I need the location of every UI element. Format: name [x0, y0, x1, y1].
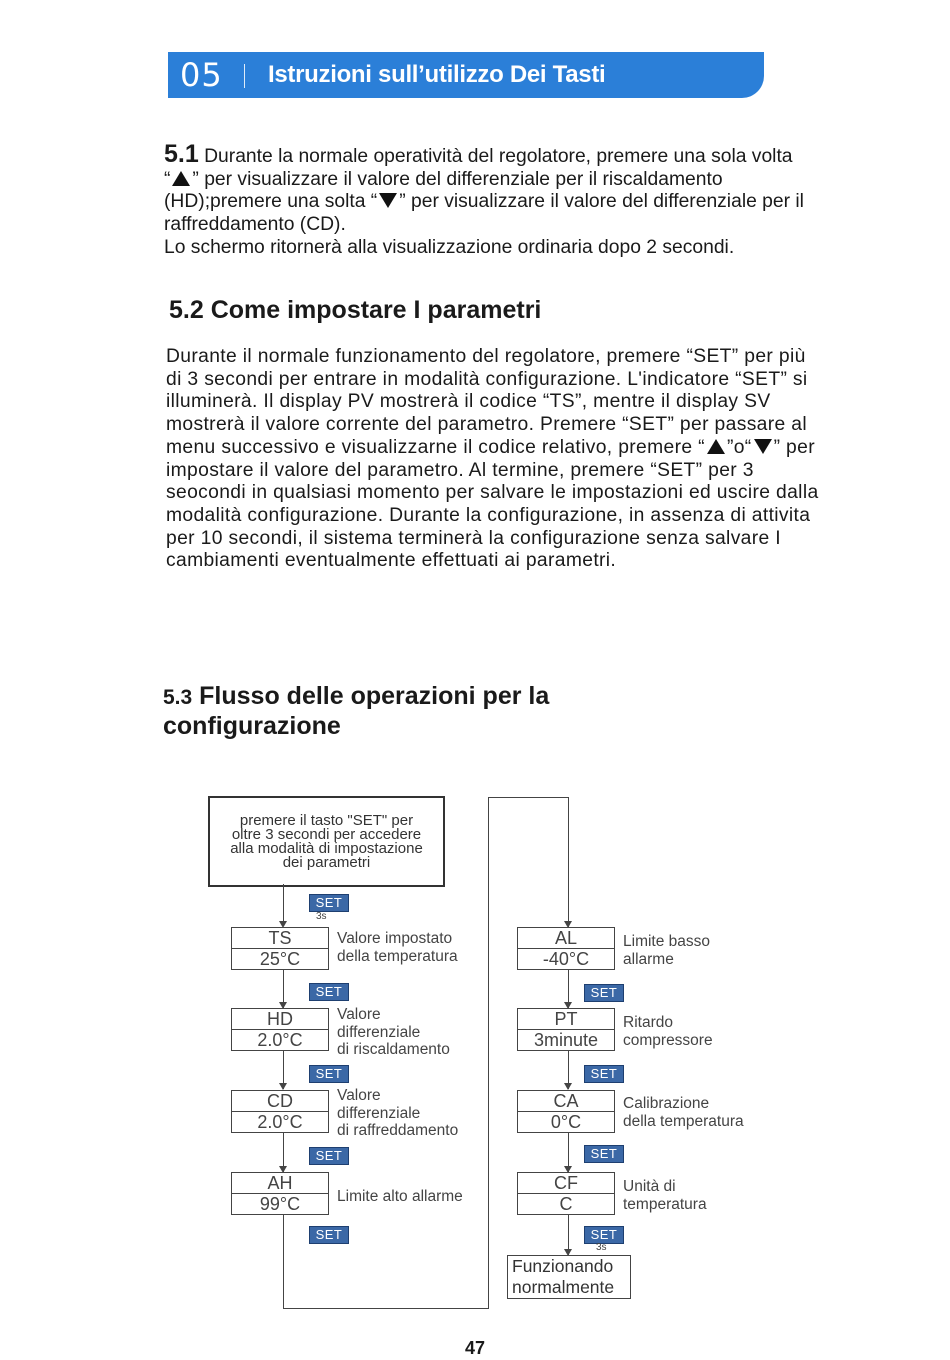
set-key-icon: SET	[309, 983, 349, 1001]
param-value: 25°C	[259, 949, 301, 969]
section-header-banner	[168, 52, 764, 98]
down-arrow-icon	[754, 439, 772, 454]
param-desc-al: Limite basso allarme	[623, 933, 711, 968]
param-value: 2.0°C	[257, 1030, 303, 1050]
set-key-icon: SET	[309, 1065, 349, 1083]
paragraph-5-2-text-b: ”o“	[726, 436, 752, 458]
section-number: 05	[180, 56, 223, 94]
param-desc-ah: Limite alto allarme	[337, 1188, 463, 1205]
param-box-pt	[517, 1008, 615, 1051]
hold-duration-label: 3s	[596, 1242, 607, 1253]
set-key-icon: SET	[584, 1145, 624, 1163]
param-code: PT	[518, 1009, 614, 1030]
down-arrow-icon	[379, 193, 397, 208]
param-desc-ts: Valore impostato della temperatura	[337, 930, 458, 965]
param-desc-hd: Valore differenziale di riscaldamento	[337, 1006, 450, 1058]
param-code: TS	[232, 928, 328, 949]
param-desc-ca: Calibrazione della temperatura	[623, 1095, 744, 1130]
param-desc-cf: Unità di temperatura	[623, 1178, 707, 1213]
page-number: 47	[464, 1338, 486, 1358]
param-box-ah	[231, 1172, 329, 1215]
paragraph-5-2-text-c: ” per impostare il valore del parametro. Al termine, premere “SET” per 3 seocondi in qualsiasi momento per salvare le impostazioni ed uscire dalla modalità configurazione. Durante la configurazione, in assenza di attivita per 10 secondi, il sistema terminerà la configurazione senza salvare I cambiamenti eventualmente effettuati ai parametri.	[166, 436, 819, 572]
param-desc-cd: Valore differenziale di raffreddamento	[337, 1087, 459, 1139]
paragraph-5-1-number: 5.1	[164, 140, 199, 168]
up-arrow-icon	[707, 439, 725, 454]
set-key-icon: SET	[309, 1226, 349, 1244]
param-value: C	[559, 1194, 573, 1214]
up-arrow-icon	[172, 171, 190, 186]
paragraph-5-1-text-b: ” per visualizzare il valore del differenziale per il riscaldamento (HD);premere una solta “	[164, 168, 723, 213]
param-value: 3minute	[533, 1030, 599, 1050]
flow-start-box: premere il tasto "SET" per oltre 3 secondi per accedere alla modalità di impostazione dei parametri	[208, 796, 445, 887]
heading-5-3-number: 5.3	[163, 686, 193, 709]
param-box-cf	[517, 1172, 615, 1215]
connector-line	[488, 797, 569, 798]
param-box-al	[517, 927, 615, 970]
connector-line	[283, 1308, 489, 1309]
param-box-hd	[231, 1008, 329, 1051]
param-value: 2.0°C	[257, 1112, 303, 1132]
arrow-down-icon	[564, 1083, 572, 1090]
paragraph-5-2	[166, 346, 826, 573]
heading-5-3-text: Flusso delle operazioni per la configurazione	[163, 682, 550, 740]
paragraph-5-2-text-a: Durante il normale funzionamento del regolatore, premere “SET” per più di 3 secondi per entrare in modalità configurazione. L'indicatore “SET” si illuminerà. Il display PV mostrerà il codice “TS”, mentre il display SV mostrerà il valore corrente del parametro. Premere “SET” per passare al menu successivo e visualizzarne il codice relativo, premere “	[166, 346, 808, 458]
header-divider	[244, 64, 245, 88]
heading-5-2: 5.2 Come impostare I parametri	[169, 296, 542, 324]
set-key-icon: SET	[584, 1065, 624, 1083]
param-code: CF	[518, 1173, 614, 1194]
hold-duration-label: 3s	[316, 911, 327, 922]
set-key-icon: SET	[309, 894, 349, 912]
param-code: CA	[518, 1091, 614, 1112]
param-code: CD	[232, 1091, 328, 1112]
arrow-down-icon	[279, 1083, 287, 1090]
heading-5-3	[163, 682, 663, 740]
set-key-icon: SET	[584, 1226, 624, 1244]
flow-end-text: Funzionando normalmente	[512, 1256, 615, 1297]
param-value: 99°C	[259, 1194, 301, 1214]
param-value: -40°C	[542, 949, 590, 969]
param-code: HD	[232, 1009, 328, 1030]
param-box-ca	[517, 1090, 615, 1133]
paragraph-5-1	[164, 140, 804, 260]
param-code: AL	[518, 928, 614, 949]
param-desc-pt: Ritardo compressore	[623, 1014, 713, 1049]
set-key-icon: SET	[309, 1147, 349, 1165]
paragraph-5-1-text-d: Lo schermo ritornerà alla visualizzazione ordinaria dopo 2 secondi.	[164, 236, 735, 258]
param-box-ts	[231, 927, 329, 970]
connector-line	[488, 797, 489, 1309]
section-title: Istruzioni sull’utilizzo Dei Tasti	[268, 61, 606, 88]
connector-line	[568, 797, 569, 928]
param-box-cd	[231, 1090, 329, 1133]
param-value: 0°C	[550, 1112, 582, 1132]
connector-line	[283, 1215, 284, 1308]
paragraph-5-1-text-c: ” per visualizzare il valore del differenziale per il raffreddamento (CD).	[164, 191, 804, 236]
connector-line	[283, 884, 284, 926]
flow-end-box	[507, 1255, 631, 1299]
set-key-icon: SET	[584, 984, 624, 1002]
paragraph-5-1-text-a: Durante la normale operatività del regolatore, premere una sola volta “	[164, 146, 793, 190]
param-code: AH	[232, 1173, 328, 1194]
